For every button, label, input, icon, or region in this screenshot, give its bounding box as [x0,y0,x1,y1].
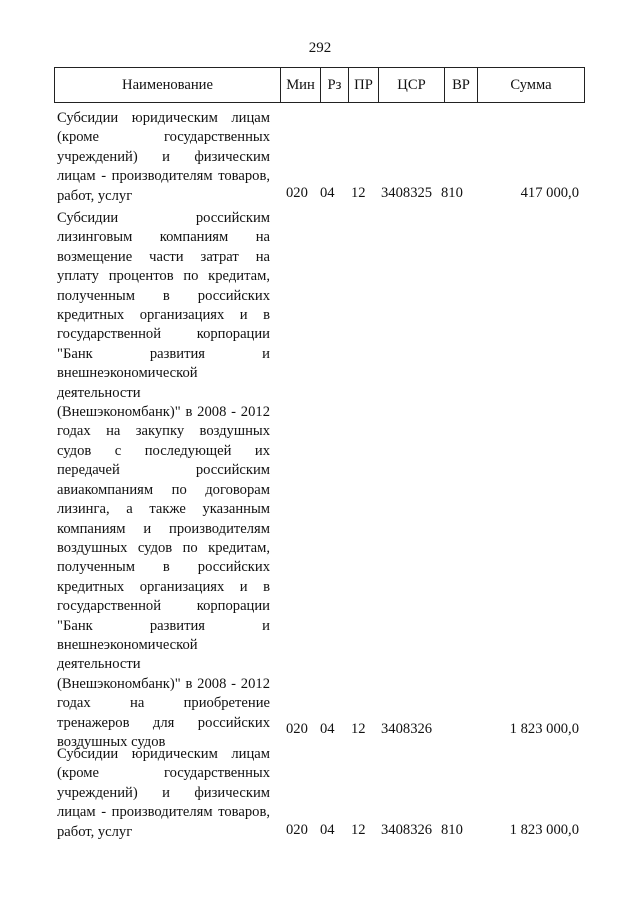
desc-line: (Внешэкономбанк)" в 2008 - 2012 [57,675,270,692]
desc-line: лизинга, а также указанным [57,501,270,518]
row-codes [0,822,640,842]
header-name: Наименование [55,68,281,102]
desc-line: учреждений) и физическим [57,148,270,165]
row-description [57,209,270,752]
desc-line: передачей российским [57,462,270,479]
header-sum: Сумма [510,76,552,93]
desc-line: полученным в российских [57,287,270,304]
row-codes [0,721,640,741]
cell-vr: 810 [441,822,463,838]
desc-line: судов с последующей их [57,442,270,459]
desc-line: государственной корпорации [57,598,270,615]
desc-line: кредитных организациях и в [57,578,270,595]
cell-min: 020 [286,822,308,838]
cell-sum: 1 823 000,0 [509,721,579,737]
desc-line: годах на закупку воздушных [57,423,270,440]
desc-line: авиакомпаниям по договорам [57,481,270,498]
desc-line: "Банк развития и [57,345,270,362]
cell-csr: 3408326 [381,721,433,737]
desc-line: государственной корпорации [57,326,270,343]
desc-line: учреждений) и физическим [57,784,270,801]
table-header [54,67,585,103]
desc-line: "Банк развития и [57,617,270,634]
desc-line: лицам - производителям товаров, [57,804,270,821]
cell-pr: 12 [351,822,366,838]
desc-line: уплату процентов по кредитам, [57,268,270,285]
header-min: Мин [281,68,321,102]
desc-line: работ, услуг [57,823,133,840]
cell-min: 020 [286,185,308,201]
cell-rz: 04 [320,185,335,201]
row-codes [0,185,640,205]
cell-pr: 12 [351,185,366,201]
cell-pr: 12 [351,721,366,737]
desc-line: Субсидии российским [57,210,270,226]
desc-line: воздушных судов по кредитам, [57,539,270,556]
desc-line: (кроме государственных [57,765,270,782]
desc-line: компаниям и производителям [57,520,270,537]
desc-line: работ, услуг [57,187,133,204]
cell-csr: 3408325 [381,185,433,201]
desc-line: (Внешэкономбанк)" в 2008 - 2012 [57,404,270,421]
desc-line: лизинговым компаниям на [57,229,270,246]
cell-vr: 810 [441,185,463,201]
cell-csr: 3408326 [381,822,433,838]
page-number: 292 [308,40,332,56]
header-rz: Рз [321,68,349,102]
desc-line: Субсидии юридическим лицам [57,110,270,126]
desc-line: внешнеэкономической [57,365,198,382]
desc-line: полученным в российских [57,559,270,576]
desc-line: кредитных организациях и в [57,307,270,324]
desc-line: лицам - производителям товаров, [57,168,270,185]
desc-line: воздушных судов [57,733,166,750]
desc-line: возмещение части затрат на [57,248,270,265]
cell-sum: 417 000,0 [520,185,579,201]
desc-line: деятельности [57,384,141,401]
header-vr: ВР [445,68,478,102]
desc-line: деятельности [57,656,141,673]
desc-line: Субсидии юридическим лицам [57,746,270,762]
cell-min: 020 [286,721,308,737]
header-csr: ЦСР [379,68,445,102]
desc-line: тренажеров для российских [57,714,270,731]
cell-rz: 04 [320,721,335,737]
desc-line: (кроме государственных [57,129,270,146]
cell-rz: 04 [320,822,335,838]
desc-line: годах на приобретение [57,695,270,712]
cell-sum: 1 823 000,0 [509,822,579,838]
desc-line: внешнеэкономической [57,636,198,653]
header-pr: ПР [349,68,379,102]
